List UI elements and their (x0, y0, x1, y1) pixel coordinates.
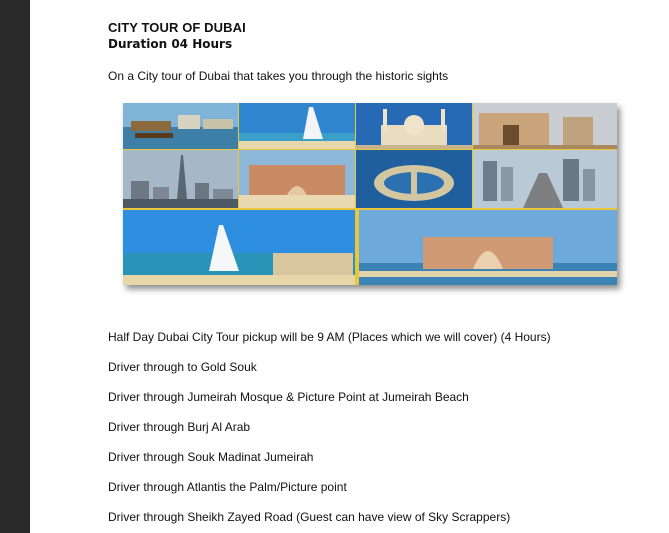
itinerary-line: Driver through Souk Madinat Jumeirah (108, 450, 314, 464)
itinerary-line: Driver through Sheikh Zayed Road (Guest can have view of Sky Scrappers) (108, 510, 511, 524)
burj-al-arab-large-photo (123, 210, 355, 285)
sheikh-zayed-road-photo (473, 150, 617, 208)
itinerary-line: Half Day Dubai City Tour pickup will be 9 AM (Places which we will cover) (4 Hours) (108, 330, 551, 344)
itinerary-line: Driver through Jumeirah Mosque & Picture Point at Jumeirah Beach (108, 390, 469, 404)
document-title: CITY TOUR OF DUBAI (108, 20, 246, 35)
atlantis-large-photo (359, 210, 617, 285)
fort-museum-photo (473, 103, 617, 149)
document-page (30, 0, 669, 533)
dubai-creek-photo (123, 103, 238, 149)
viewer-left-margin (0, 0, 30, 533)
document-duration: Duration 04 Hours (108, 37, 233, 51)
itinerary-line: Driver through Burj Al Arab (108, 420, 251, 434)
jumeirah-mosque-photo (356, 103, 472, 149)
palm-jumeirah-aerial-photo (356, 150, 472, 208)
burj-khalifa-skyline-photo (123, 150, 238, 208)
itinerary-line: Driver through to Gold Souk (108, 360, 257, 374)
atlantis-resort-photo (239, 150, 355, 208)
document-intro: On a City tour of Dubai that takes you through the historic sights (108, 69, 449, 83)
dubai-photo-collage (123, 103, 617, 285)
itinerary-line: Driver through Atlantis the Palm/Picture point (108, 480, 347, 494)
burj-al-arab-beach-photo (239, 103, 355, 149)
